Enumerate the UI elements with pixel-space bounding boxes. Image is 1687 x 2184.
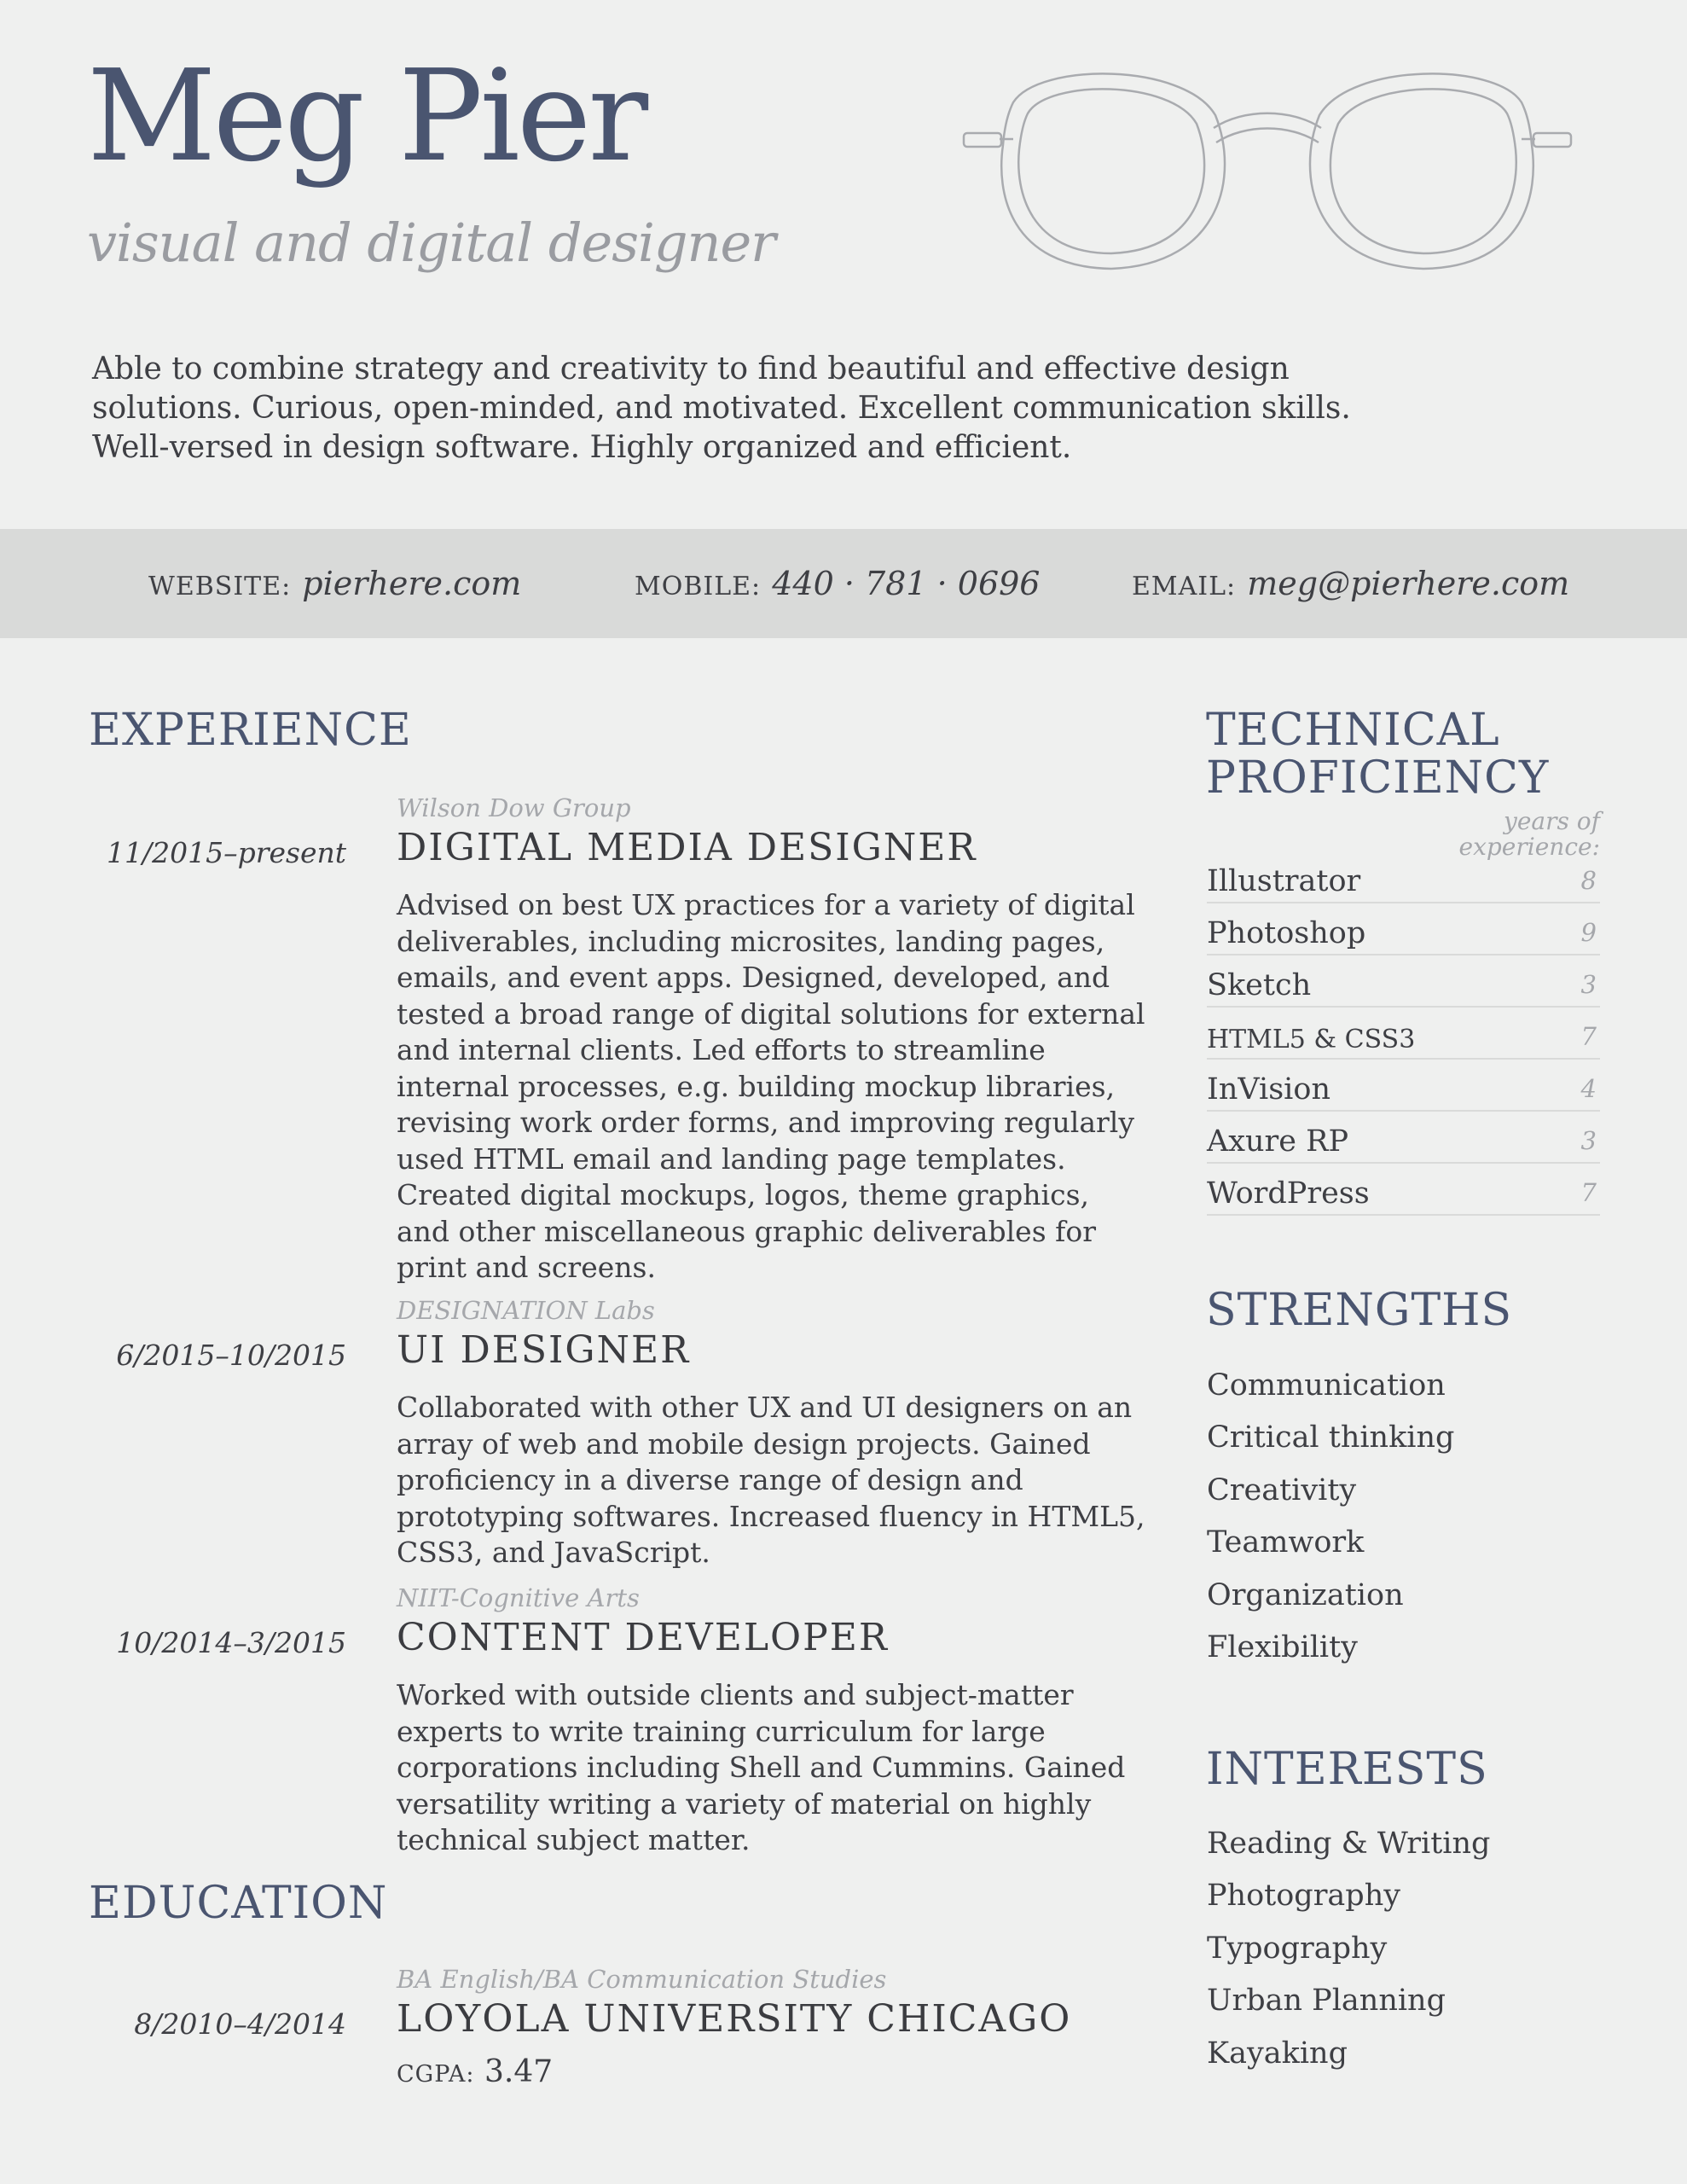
summary-text: Able to combine strategy and creativity to find beautiful and effective design solutions. Curious, open-minded, and motivated. Excellent communication skills. Well-versed in design software. Highly organized and efficient. [92, 351, 1351, 465]
skill-name: Sketch [1207, 968, 1312, 1002]
skill-row [1207, 1008, 1600, 1060]
skill-name: WordPress [1207, 1176, 1370, 1211]
education-heading: EDUCATION [89, 1878, 388, 1929]
job-description: Collaborated with other UX and UI designers on an array of web and mobile design projects. Gained proficiency in a diverse range of design and prototyping softwares. Increased fluency in HTML5, CSS3, and JavaScript. [397, 1391, 1145, 1569]
skill-years: 3 [1580, 970, 1597, 999]
job-title: DIGITAL MEDIA DESIGNER [397, 826, 977, 869]
job-organization: DESIGNATION Labs [397, 1296, 655, 1325]
job-description: Worked with outside clients and subject-matter experts to write training curriculum for large corporations including Shell and Cummins. Gained versatility writing a variety of material on highly technical subject matter. [397, 1678, 1126, 1856]
gpa [397, 2054, 553, 2089]
contact-website [148, 529, 521, 638]
strength-item: Creativity [1207, 1473, 1357, 1507]
technical-heading [1206, 706, 1549, 802]
resume-tagline: visual and digital designer [87, 212, 775, 274]
glasses-icon [962, 64, 1573, 277]
interests-heading: INTERESTS [1206, 1744, 1488, 1795]
skill-row [1207, 851, 1600, 903]
interest-item: Typography [1207, 1931, 1388, 1966]
skill-years: 4 [1580, 1074, 1597, 1103]
strength-item: Communication [1207, 1368, 1446, 1403]
technical-heading-line2: PROFICIENCY [1206, 752, 1550, 804]
interest-item: Kayaking [1207, 2036, 1348, 2071]
education-dates: 8/2010–4/2014 [134, 2007, 346, 2041]
degree: BA English/BA Communication Studies [397, 1965, 887, 1994]
skill-years: 8 [1580, 866, 1597, 895]
website-label: WEBSITE: [148, 572, 292, 601]
skill-name: HTML5 & CSS3 [1207, 1025, 1416, 1054]
strength-item: Teamwork [1207, 1525, 1365, 1560]
skill-row [1207, 1164, 1600, 1216]
strength-item: Organization [1207, 1578, 1404, 1612]
skill-years: 3 [1580, 1126, 1597, 1155]
contact-mobile [635, 529, 1040, 638]
skill-row [1207, 1112, 1600, 1164]
years-header: years of experience: [1458, 807, 1600, 861]
skill-years: 9 [1580, 918, 1597, 947]
skill-row [1207, 956, 1600, 1008]
job-title: CONTENT DEVELOPER [397, 1616, 889, 1659]
job-dates: 6/2015–10/2015 [116, 1339, 346, 1372]
contact-bar [0, 529, 1687, 638]
experience-heading: EXPERIENCE [89, 705, 412, 756]
website-link[interactable]: pierhere.com [302, 565, 522, 602]
job-dates: 11/2015–present [107, 836, 346, 869]
job-title: UI DESIGNER [397, 1328, 691, 1372]
job-organization: Wilson Dow Group [397, 793, 631, 822]
strength-item: Critical thinking [1207, 1420, 1455, 1455]
strength-item: Flexibility [1207, 1630, 1358, 1664]
skill-years: 7 [1580, 1178, 1597, 1207]
email-link[interactable]: meg@pierhere.com [1247, 565, 1570, 602]
school-name: LOYOLA UNIVERSITY CHICAGO [397, 1997, 1072, 2041]
email-label: EMAIL: [1132, 572, 1237, 601]
skill-name: Photoshop [1207, 916, 1366, 950]
mobile-label: MOBILE: [635, 572, 762, 601]
interest-item: Reading & Writing [1207, 1827, 1491, 1861]
interest-item: Photography [1207, 1879, 1401, 1913]
skill-row [1207, 903, 1600, 956]
technical-heading-line1: TECHNICAL [1206, 705, 1500, 756]
mobile-number: 440 · 781 · 0696 [772, 565, 1041, 602]
resume-name: Meg Pier [87, 43, 646, 189]
job-organization: NIIT-Cognitive Arts [397, 1583, 640, 1612]
contact-email [1132, 529, 1569, 638]
interest-item: Urban Planning [1207, 1984, 1446, 2018]
job-dates: 10/2014–3/2015 [116, 1626, 346, 1659]
gpa-label: CGPA: [397, 2061, 475, 2088]
skill-name: InVision [1207, 1072, 1330, 1107]
gpa-value: 3.47 [484, 2054, 554, 2089]
job-description: Advised on best UX practices for a variety of digital deliverables, including microsites, landing pages, emails, and event apps. Designed, developed, and tested a broad range of digital solutions for external and internal clients. Led efforts to streamline internal processes, e.g. building mockup libraries, revising work order forms, and improving regularly used HTML email and landing page templates. Created digital mockups, logos, theme graphics, and other miscellaneous graphic deliverables for print and screens. [397, 888, 1145, 1284]
skill-name: Axure RP [1207, 1124, 1349, 1159]
skill-row [1207, 1060, 1600, 1112]
strengths-heading: STRENGTHS [1206, 1285, 1513, 1336]
skill-name: Illustrator [1207, 864, 1361, 898]
skill-years: 7 [1580, 1022, 1597, 1051]
